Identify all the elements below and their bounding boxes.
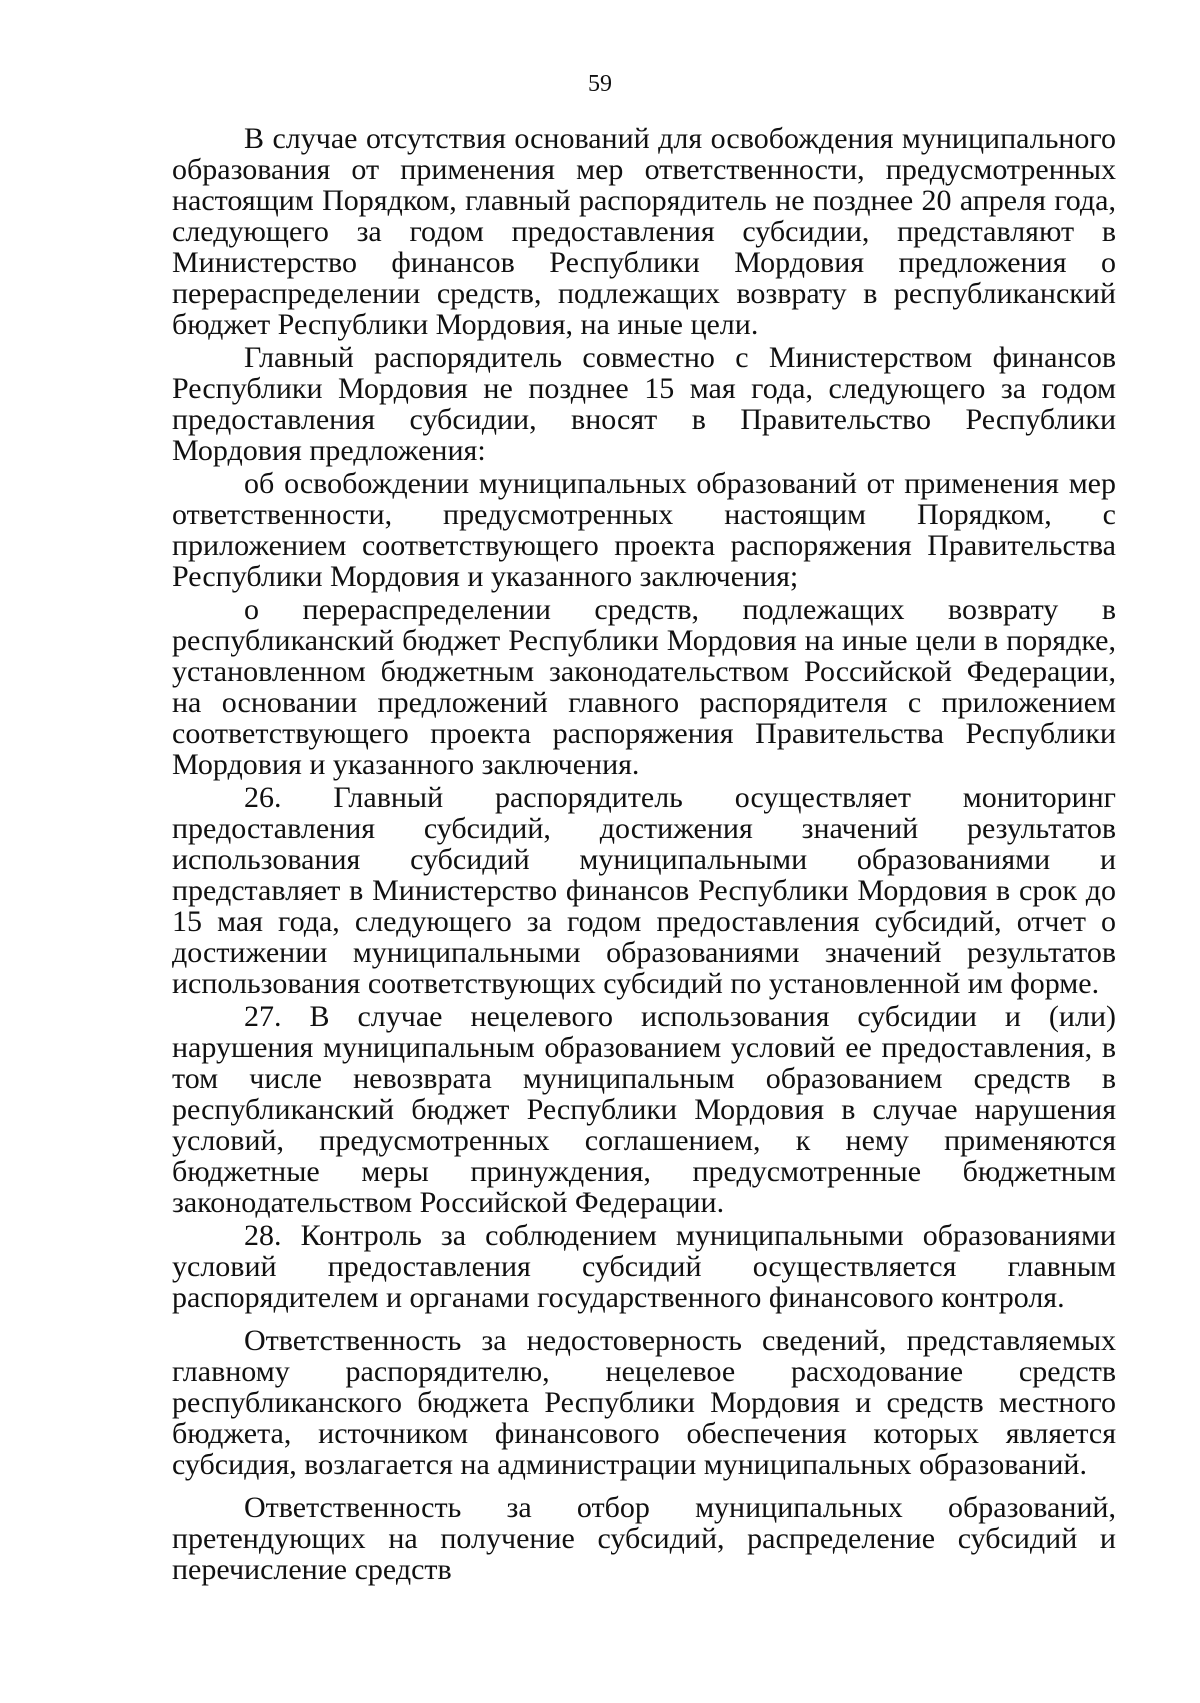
- paragraph-item-28: 28. Контроль за соблюдением муниципальными образованиями условий предоставления субсидий осуществляется главным распорядителем и органами государственного финансового контроля.: [172, 1219, 1116, 1314]
- paragraph-item-27: 27. В случае нецелевого использования субсидии и (или) нарушения муниципальным образованием условий ее предоставления, в том числе невозврата муниципальным образованием средств в республиканский бюджет Республики Мордовия в случае нарушения условий, предусмотренных соглашением, к нему применяются бюджетные меры принуждения, предусмотренные бюджетным законодательством Российской Федерации.: [172, 1000, 1116, 1219]
- paragraph-no-grounds: В случае отсутствия оснований для освобождения муниципального образования от применения мер ответственности, предусмотренных настоящим Порядком, главный распорядитель не позднее 20 апреля года, следующего за годом предоставления субсидии, представляют в Министерство финансов Республики Мордовия предложения о перераспределении средств, подлежащих возврату в республиканский бюджет Республики Мордовия, на иные цели.: [172, 122, 1116, 341]
- paragraph-responsibility-selection: Ответственность за отбор муниципальных образований, претендующих на получение субсидий, распределение субсидий и перечисление средств: [172, 1491, 1116, 1586]
- document-body: [172, 123, 1116, 1585]
- paragraph-exemption: об освобождении муниципальных образований от применения мер ответственности, предусмотренных настоящим Порядком, с приложением соответствующего проекта распоряжения Правительства Республики Мордовия и указанного заключения;: [172, 467, 1116, 593]
- paragraph-redistribution: о перераспределении средств, подлежащих возврату в республиканский бюджет Республики Мордовия на иные цели в порядке, установленном бюджетным законодательством Российской Федерации, на основании предложений главного распорядителя с приложением соответствующего проекта распоряжения Правительства Республики Мордовия и указанного заключения.: [172, 593, 1116, 781]
- page-number: 59: [588, 71, 612, 97]
- paragraph-joint-proposals: Главный распорядитель совместно с Министерством финансов Республики Мордовия не позднее 15 мая года, следующего за годом предоставления субсидии, вносят в Правительство Республики Мордовия предложения:: [172, 341, 1116, 467]
- paragraph-responsibility-data: Ответственность за недостоверность сведений, представляемых главному распорядителю, нецелевое расходование средств республиканского бюджета Республики Мордовия и средств местного бюджета, источником финансового обеспечения которых является субсидия, возлагается на администрации муниципальных образований.: [172, 1324, 1116, 1481]
- paragraph-item-26: 26. Главный распорядитель осуществляет мониторинг предоставления субсидий, достижения значений результатов использования субсидий муниципальными образованиями и представляет в Министерство финансов Республики Мордовия в срок до 15 мая года, следующего за годом предоставления субсидий, отчет о достижении муниципальными образованиями значений результатов использования соответствующих субсидий по установленной им форме.: [172, 781, 1116, 1000]
